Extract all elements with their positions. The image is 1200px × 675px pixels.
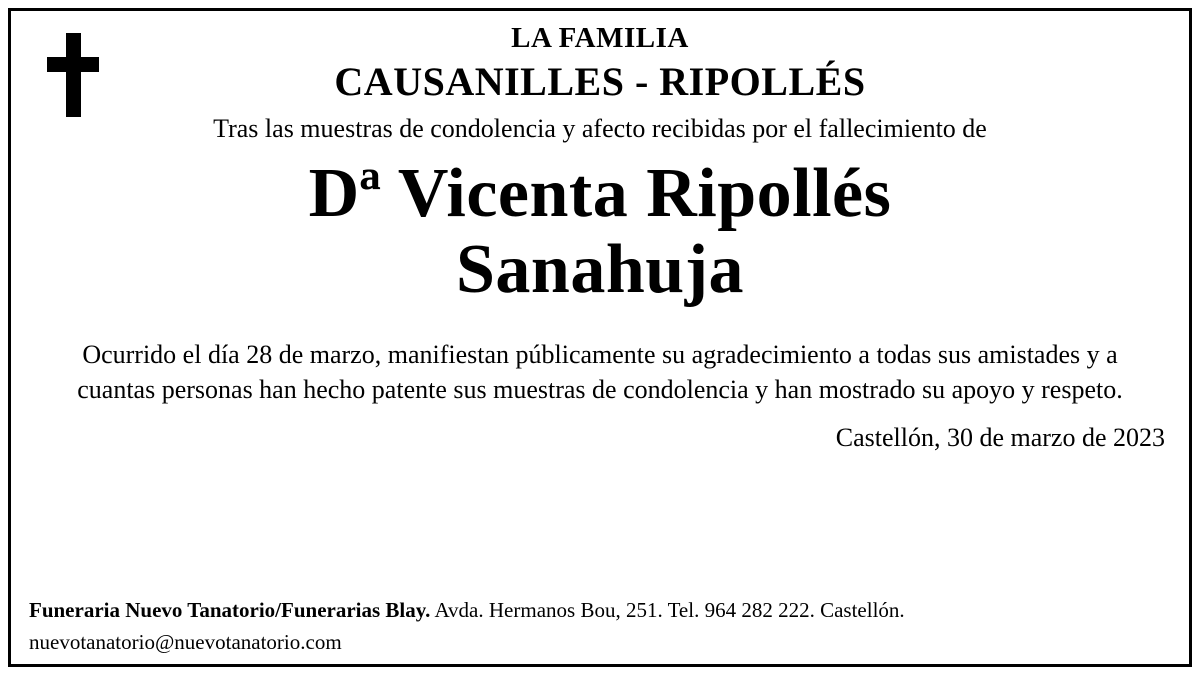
deceased-name-line-1: Dª Vicenta Ripollés [308,155,892,233]
funeral-home-line [29,596,1171,625]
cross-horizontal-bar [47,57,99,72]
funeral-home-address: Avda. Hermanos Bou, 251. Tel. 964 282 222. Castellón. [434,598,905,623]
acknowledgement-text: Ocurrido el día 28 de marzo, manifiestan públicamente su agradecimiento a todas sus amistades y a cuantas personas han hecho patente sus muestras de condolencia y han mostrado su apoyo y respeto. [77,340,1123,405]
family-surnames: CAUSANILLES - RIPOLLÉS [334,58,866,104]
place-and-date: Castellón, 30 de marzo de 2023 [835,423,1165,453]
funeral-home-email: nuevotanatorio@nuevotanatorio.com [29,629,342,654]
deceased-name [29,156,1171,307]
funeral-home-name: Funeraria Nuevo Tanatorio/Funerarias Blay. [29,598,431,623]
cross-icon [47,33,99,117]
notice-frame [8,8,1192,667]
family-label: LA FAMILIA [511,22,689,54]
deceased-name-line-2: Sanahuja [455,230,745,308]
intro-text: Tras las muestras de condolencia y afecto recibidas por el fallecimiento de [213,113,987,143]
layout-spacer [29,453,1171,596]
cross-vertical-bar [66,33,81,117]
